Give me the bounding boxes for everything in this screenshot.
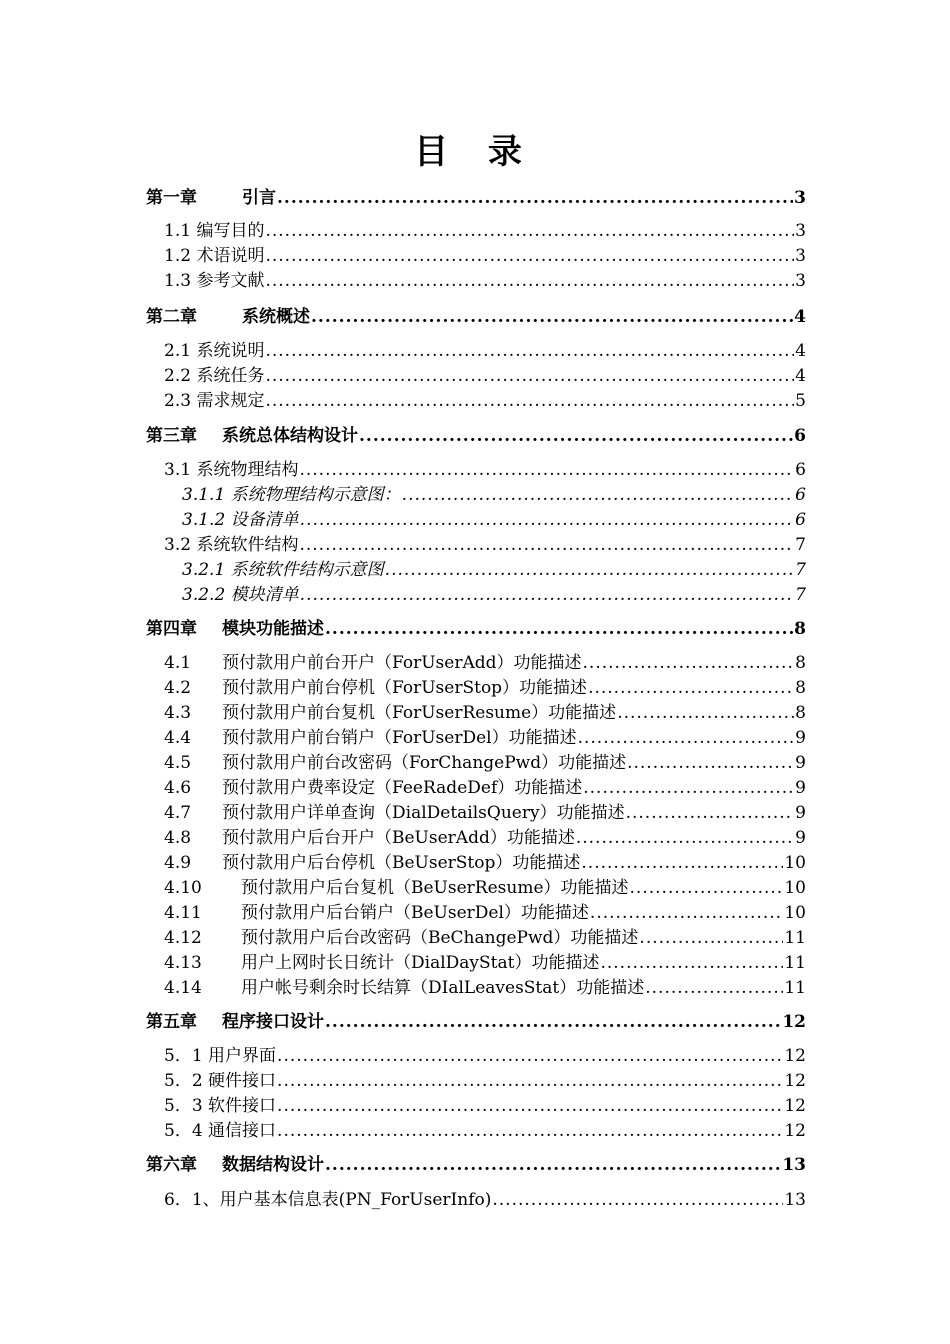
toc-entry[interactable]	[164, 1069, 806, 1093]
toc-entry-label: 3.2.2 模块清单	[182, 585, 299, 605]
toc-entry-number: 第五章	[146, 1012, 197, 1032]
toc-entry[interactable]	[164, 976, 806, 1000]
toc-dot-leader	[277, 1069, 783, 1093]
toc-entry-label: 预付款用户前台销户（ForUserDel）功能描述	[222, 728, 577, 748]
toc-entry-title	[164, 701, 616, 725]
toc-entry-label: 预付款用户前台改密码（ForChangePwd）功能描述	[222, 753, 627, 773]
toc-entry[interactable]	[164, 751, 806, 775]
toc-page-number: 3	[794, 188, 806, 208]
toc-entry-title	[164, 926, 638, 950]
toc-entry-number: 第六章	[146, 1155, 197, 1175]
toc-dot-leader	[277, 1094, 783, 1118]
toc-dot-leader	[583, 651, 795, 675]
toc-entry[interactable]	[164, 726, 806, 750]
toc-entry[interactable]	[182, 508, 806, 532]
toc-dot-leader	[277, 186, 793, 210]
toc-entry-number: 4.3	[164, 703, 192, 723]
toc-entry-title	[164, 726, 577, 750]
toc-page-number: 7	[795, 535, 806, 555]
toc-entry-title	[164, 339, 264, 363]
toc-entry-label: 5．2 硬件接口	[164, 1071, 277, 1091]
toc-entry-title	[164, 219, 264, 243]
toc-dot-leader	[385, 558, 795, 582]
toc-page-number: 9	[795, 803, 806, 823]
toc-entry[interactable]	[164, 269, 806, 293]
toc-dot-leader	[311, 305, 793, 329]
toc-entry-title	[164, 801, 625, 825]
toc-entry-label: 数据结构设计	[222, 1155, 324, 1175]
toc-entry-number: 第四章	[146, 619, 197, 639]
toc-entry-number: 4.14	[164, 978, 202, 998]
toc-entry-number: 第三章	[146, 426, 197, 446]
toc-page-number: 8	[794, 619, 806, 639]
toc-page-number: 12	[784, 1071, 806, 1091]
toc-entry-title	[164, 651, 582, 675]
page-title: 目 录	[414, 132, 536, 172]
toc-entry-title	[164, 776, 582, 800]
toc-entry-label: 预付款用户后台复机（BeUserResume）功能描述	[241, 878, 629, 898]
toc-entry[interactable]	[164, 776, 806, 800]
toc-entry-label: 预付款用户后台开户（BeUserAdd）功能描述	[222, 828, 575, 848]
toc-page-number: 10	[784, 878, 806, 898]
toc-dot-leader	[359, 424, 793, 448]
toc-dot-leader	[627, 751, 794, 775]
toc-entry[interactable]	[182, 558, 806, 582]
toc-dot-leader	[265, 244, 794, 268]
toc-entry[interactable]	[164, 1044, 806, 1068]
toc-page-number: 11	[784, 928, 806, 948]
toc-dot-leader	[590, 901, 783, 925]
toc-page-number: 6	[794, 426, 806, 446]
toc-entry-number: 4.5	[164, 753, 192, 773]
toc-entry-label: 引言	[242, 188, 276, 208]
toc-page-number: 10	[784, 903, 806, 923]
toc-dot-leader	[277, 1044, 783, 1068]
toc-dot-leader	[325, 1153, 781, 1177]
toc-entry[interactable]	[164, 1188, 806, 1212]
toc-entry-label: 模块功能描述	[222, 619, 324, 639]
toc-entry[interactable]	[164, 219, 806, 243]
toc-entry[interactable]	[164, 1119, 806, 1143]
toc-entry-title	[146, 186, 276, 210]
toc-entry-label: 预付款用户后台停机（BeUserStop）功能描述	[222, 853, 581, 873]
toc-page-number: 6	[795, 510, 806, 530]
toc-entry-title	[164, 901, 589, 925]
toc-dot-leader	[630, 876, 784, 900]
toc-entry-label: 5．4 通信接口	[164, 1121, 277, 1141]
toc-entry-label: 2.1 系统说明	[164, 341, 265, 361]
toc-entry-title	[164, 1069, 276, 1093]
toc-entry[interactable]	[164, 676, 806, 700]
toc-entry[interactable]	[164, 389, 806, 413]
toc-entry-label: 2.3 需求规定	[164, 391, 265, 411]
toc-entry-label: 2.2 系统任务	[164, 366, 265, 386]
toc-entry-title	[164, 826, 575, 850]
toc-dot-leader	[299, 533, 794, 557]
toc-entry-number: 4.12	[164, 928, 202, 948]
toc-entry-title	[164, 1119, 276, 1143]
toc-page-number: 11	[784, 953, 806, 973]
toc-entry-title	[182, 483, 401, 507]
toc-entry[interactable]	[164, 458, 806, 482]
toc-entry-number: 4.8	[164, 828, 192, 848]
toc-entry-title	[164, 1094, 276, 1118]
toc-entry-label: 预付款用户前台停机（ForUserStop）功能描述	[222, 678, 588, 698]
toc-entry-title	[146, 617, 324, 641]
toc-entry-title	[164, 976, 644, 1000]
toc-dot-leader	[600, 951, 783, 975]
toc-entry-title	[146, 424, 358, 448]
toc-entry[interactable]	[146, 617, 806, 641]
toc-dot-leader	[300, 508, 795, 532]
toc-entry-label: 3.2 系统软件结构	[164, 535, 299, 555]
toc-entry-title	[182, 558, 384, 582]
toc-page-number: 9	[795, 778, 806, 798]
toc-entry[interactable]	[164, 1094, 806, 1118]
toc-entry[interactable]	[182, 483, 806, 507]
toc-page-number: 9	[795, 753, 806, 773]
toc-entry[interactable]	[164, 951, 806, 975]
toc-entry-number: 4.9	[164, 853, 192, 873]
toc-entry[interactable]	[164, 339, 806, 363]
toc-page-number: 9	[795, 828, 806, 848]
toc-entry-title	[182, 583, 299, 607]
toc-entry-label: 预付款用户前台复机（ForUserResume）功能描述	[222, 703, 617, 723]
toc-entry-label: 用户上网时长日统计（DialDayStat）功能描述	[241, 953, 600, 973]
toc-entry[interactable]	[146, 186, 806, 210]
toc-entry-title	[164, 1044, 276, 1068]
toc-page-number: 6	[795, 460, 806, 480]
toc-entry-label: 预付款用户详单查询（DialDetailsQuery）功能描述	[222, 803, 625, 823]
toc-entry-number: 4.11	[164, 903, 202, 923]
toc-entry-label: 5．3 软件接口	[164, 1096, 277, 1116]
toc-dot-leader	[639, 926, 783, 950]
toc-entry-title	[164, 876, 629, 900]
toc-page-number: 8	[795, 653, 806, 673]
toc-page-number: 8	[795, 703, 806, 723]
toc-entry-number: 第一章	[146, 188, 197, 208]
toc-entry-title	[164, 751, 626, 775]
toc-entry[interactable]	[164, 876, 806, 900]
toc-entry-title	[164, 951, 599, 975]
toc-entry-label: 3.1.2 设备清单	[182, 510, 299, 530]
toc-entry[interactable]	[164, 533, 806, 557]
toc-page-number: 5	[795, 391, 806, 411]
toc-dot-leader	[402, 483, 795, 507]
toc-page-number: 3	[795, 271, 806, 291]
toc-entry[interactable]	[164, 701, 806, 725]
toc-entry-title	[164, 1188, 491, 1212]
toc-entry-label: 5．1 用户界面	[164, 1046, 277, 1066]
toc-entry-number: 4.4	[164, 728, 192, 748]
toc-entry-number: 4.2	[164, 678, 192, 698]
toc-page-number: 12	[784, 1121, 806, 1141]
toc-page-number: 9	[795, 728, 806, 748]
toc-entry[interactable]	[164, 651, 806, 675]
toc-entry-label: 3.1 系统物理结构	[164, 460, 299, 480]
toc-entry[interactable]	[146, 424, 806, 448]
toc-entry[interactable]	[164, 901, 806, 925]
toc-entry-number: 4.6	[164, 778, 192, 798]
toc-entry[interactable]	[164, 826, 806, 850]
toc-entry-label: 3.2.1 系统软件结构示意图	[182, 560, 384, 580]
toc-page-number: 3	[795, 221, 806, 241]
toc-page-number: 11	[784, 978, 806, 998]
toc-entry-number: 4.1	[164, 653, 192, 673]
toc-page-number: 8	[795, 678, 806, 698]
toc-dot-leader	[617, 701, 794, 725]
toc-page-number: 4	[795, 366, 806, 386]
toc-dot-leader	[645, 976, 783, 1000]
toc-entry[interactable]	[164, 244, 806, 268]
toc-entry-title	[146, 305, 310, 329]
toc-entry-number: 第二章	[146, 307, 197, 327]
toc-entry-label: 1.3 参考文献	[164, 271, 265, 291]
toc-entry[interactable]	[182, 583, 806, 607]
toc-entry[interactable]	[164, 801, 806, 825]
toc-entry-label: 预付款用户费率设定（FeeRadeDef）功能描述	[222, 778, 583, 798]
toc-dot-leader	[265, 364, 794, 388]
toc-dot-leader	[576, 826, 794, 850]
toc-dot-leader	[299, 458, 794, 482]
toc-page-number: 7	[795, 560, 806, 580]
toc-dot-leader	[325, 1010, 781, 1034]
toc-page-number: 7	[795, 585, 806, 605]
toc-entry-label: 3.1.1 系统物理结构示意图：	[182, 485, 401, 505]
toc-dot-leader	[265, 389, 794, 413]
toc-entry-title	[164, 389, 264, 413]
toc-entry-title	[164, 269, 264, 293]
toc-entry-label: 预付款用户前台开户（ForUserAdd）功能描述	[222, 653, 582, 673]
toc-page-number: 10	[784, 853, 806, 873]
toc-entry[interactable]	[164, 851, 806, 875]
toc-page-number: 12	[784, 1046, 806, 1066]
toc-entry-title	[182, 508, 299, 532]
toc-entry-label: 6．1、用户基本信息表(PN_ForUserInfo)	[164, 1190, 492, 1210]
toc-dot-leader	[492, 1188, 783, 1212]
toc-page-number: 3	[795, 246, 806, 266]
toc-entry-label: 1.2 术语说明	[164, 246, 265, 266]
toc-dot-leader	[300, 583, 795, 607]
toc-dot-leader	[583, 776, 794, 800]
toc-page-number: 13	[782, 1155, 806, 1175]
toc-page-number: 12	[782, 1012, 806, 1032]
toc-entry-title	[146, 1153, 324, 1177]
toc-entry-label: 预付款用户后台销户（BeUserDel）功能描述	[241, 903, 589, 923]
toc-entry-title	[146, 1010, 324, 1034]
toc-entry[interactable]	[146, 1010, 806, 1034]
toc-entry-title	[164, 458, 298, 482]
toc-entry-label: 1.1 编写目的	[164, 221, 265, 241]
toc-dot-leader	[578, 726, 795, 750]
toc-entry[interactable]	[146, 305, 806, 329]
toc-dot-leader	[277, 1119, 783, 1143]
toc-page-number: 4	[794, 307, 806, 327]
toc-entry-title	[164, 364, 264, 388]
toc-dot-leader	[325, 617, 793, 641]
toc-entry-label: 预付款用户后台改密码（BeChangePwd）功能描述	[241, 928, 639, 948]
toc-entry-label: 用户帐号剩余时长结算（DIalLeavesStat）功能描述	[241, 978, 645, 998]
toc-entry-title	[164, 851, 580, 875]
toc-page-number: 6	[795, 485, 806, 505]
toc-entry-title	[164, 244, 264, 268]
toc-dot-leader	[265, 269, 794, 293]
toc-page-number: 12	[784, 1096, 806, 1116]
toc-entry-title	[164, 533, 298, 557]
toc-dot-leader	[265, 339, 794, 363]
toc-dot-leader	[265, 219, 794, 243]
toc-dot-leader	[626, 801, 795, 825]
toc-entry[interactable]	[146, 1153, 806, 1177]
toc-entry-number: 4.13	[164, 953, 202, 973]
toc-entry[interactable]	[164, 926, 806, 950]
toc-dot-leader	[588, 676, 794, 700]
toc-entry-label: 系统总体结构设计	[222, 426, 358, 446]
toc-page-number: 13	[784, 1190, 806, 1210]
toc-page-number: 4	[795, 341, 806, 361]
toc-entry-title	[164, 676, 587, 700]
toc-entry-label: 系统概述	[242, 307, 310, 327]
toc-entry[interactable]	[164, 364, 806, 388]
toc-entry-number: 4.10	[164, 878, 202, 898]
toc-entry-label: 程序接口设计	[222, 1012, 324, 1032]
toc-entry-number: 4.7	[164, 803, 192, 823]
toc-dot-leader	[581, 851, 783, 875]
